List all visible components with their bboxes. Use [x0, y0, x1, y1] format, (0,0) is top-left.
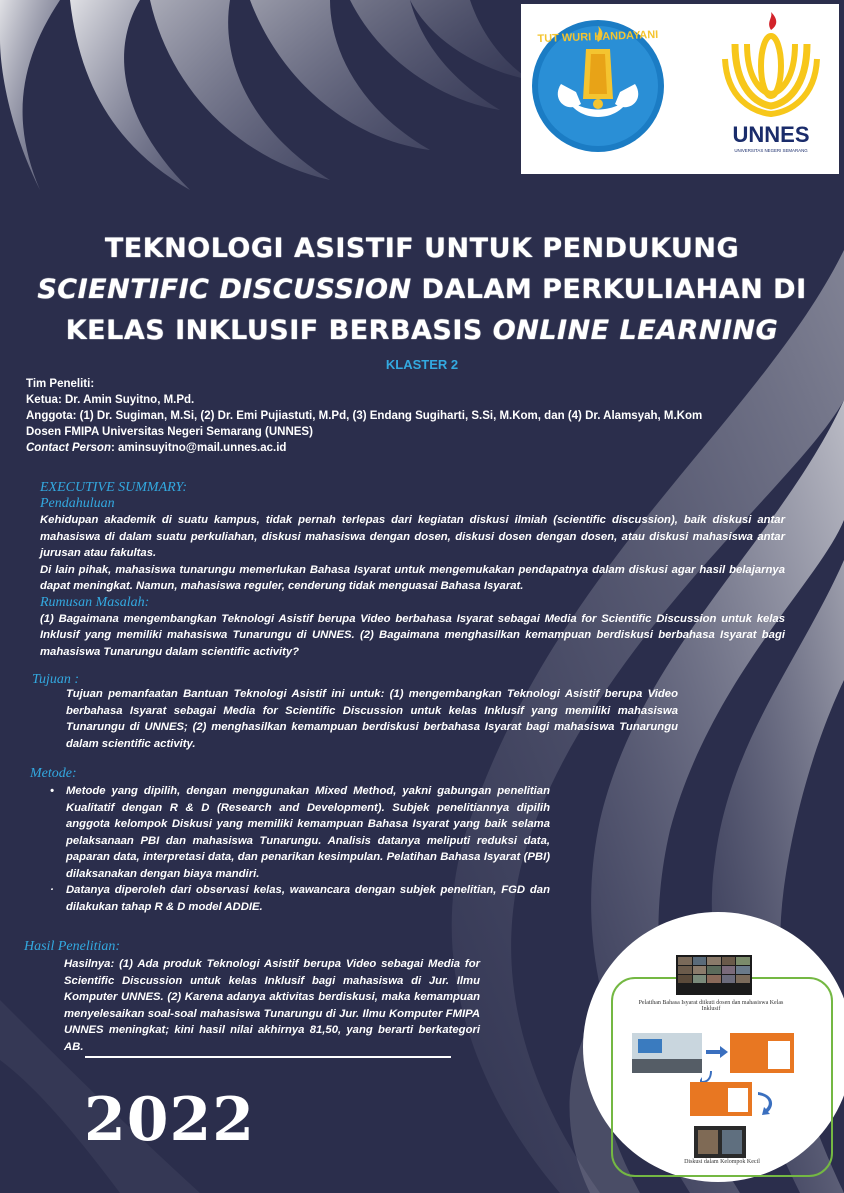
contact-value: : aminsuyitno@mail.unnes.ac.id	[111, 442, 287, 454]
list-item	[50, 783, 550, 882]
title-line-3	[0, 310, 844, 351]
title-line-2	[0, 269, 844, 310]
poster-title	[0, 228, 844, 351]
slide-image-1	[730, 1033, 794, 1073]
pendahuluan-paragraph-2: Di lain pihak, mahasiswa tunarungu memerlukan Bahasa Isyarat untuk mengemukakan pendapatnya dalam diskusi agar hasil belajarnya dapat meningkat. Namun, mahasiswa reguler, cenderung tidak menguasai Bahasa Isyarat.	[40, 563, 785, 592]
pendahuluan-heading: Pendahuluan	[40, 496, 115, 511]
title-line-3-start: KELAS INKLUSIF BERBASIS	[65, 315, 493, 346]
year-label: 2022	[84, 1085, 255, 1155]
title-line-2-italic: SCIENTIFIC DISCUSSION	[37, 274, 412, 305]
tujuan-heading: Tujuan :	[32, 672, 80, 687]
metode-item-2: Datanya diperoleh dari observasi kelas, wawancara dengan subjek penelitian, FGD dan dilakukan tahap R & D model ADDIE.	[66, 884, 550, 913]
slide-image-2	[690, 1082, 752, 1116]
research-team	[26, 376, 826, 456]
unnes-logo-name: UNNES	[732, 122, 810, 147]
figure-caption-bottom: Diskusi dalam Kelompok Kecil	[684, 1159, 760, 1165]
title-line-1: TEKNOLOGI ASISTIF UNTUK PENDUKUNG	[104, 233, 740, 264]
tujuan-text: Tujuan pemanfaatan Bantuan Teknologi Asistif ini untuk: (1) mengembangkan Teknologi Asistif berupa Video berbahasa Isyarat sebagai Media for Scientific Discussion untuk kelas Inklusif yang memiliki mahasiswa Tunarungu di UNNES; (2) menghasilkan kemampuan berdiskusi berbahasa Isyarat bagi mahasiswa Tunarungu dalam scientific activity.	[66, 688, 678, 750]
hasil-heading: Hasil Penelitian:	[24, 939, 121, 954]
title-line-3-italic: ONLINE LEARNING	[492, 315, 779, 346]
logo-text: TUT WURI HANDAYANI	[537, 28, 659, 46]
metode-heading: Metode:	[30, 766, 77, 781]
executive-summary-heading: EXECUTIVE SUMMARY:	[40, 480, 187, 495]
executive-summary	[40, 480, 785, 660]
rumusan-text: (1) Bagaimana mengembangkan Teknologi Asistif berupa Video berbahasa Isyarat sebagai Media for Scientific Discussion untuk kelas Inklusif yang memiliki mahasiswa Tunarungu di UNNES. (2) Bagaimana menghasilkan kemampuan berdiskusi berbahasa Isyarat bagi mahasiswa Tunarungu dalam scientific activity?	[40, 612, 785, 658]
team-contact	[26, 440, 826, 456]
unnes-logo	[725, 12, 817, 153]
tut-wuri-handayani-logo	[521, 4, 839, 174]
title-line-2-rest: DALAM PERKULIAHAN DI	[411, 274, 807, 305]
bullet-icon: ·	[50, 884, 54, 896]
unnes-logo-sub: UNIVERSITAS NEGERI SEMARANG	[734, 148, 808, 153]
small-group-photo	[694, 1126, 746, 1158]
team-heading: Tim Peneliti:	[26, 378, 95, 390]
classroom-photo	[632, 1033, 702, 1073]
hasil-text: Hasilnya: (1) Ada produk Teknologi Asistif berupa Video sebagai Media for Scientific Discussion untuk kelas Inklusif bagi mahasiswa di Jur. Ilmu Komputer UNNES. (2) Karena adanya aktivitas berdiskusi, maka kemampuan menyelesaikan soal-soal mahasiswa Tunarungu di Jur. Ilmu Komputer FMIPA UNNES meningkat; kini hasil nilai akhirnya 81,50, yang berarti berkategori AB.	[64, 958, 480, 1053]
team-dosen: Dosen FMIPA Universitas Negeri Semarang (UNNES)	[26, 426, 313, 438]
metode-item-1: Metode yang dipilih, dengan menggunakan Mixed Method, yakni gabungan penelitian Kualitatif dengan R & D (Research and Development). Subjek penelitiannya dipilih anggota kelompok Diskusi yang memiliki kemampuan Bahasa Isyarat yang baik selama pelaksanaan PBI dan mahasiswa Tunarungu. Analisis datanya meliputi reduksi data, paparan data, interpretasi data, dan penarikan kesimpulan. Pelatihan Bahasa Isyarat (PBI) dilaksanakan dengan biaya mandiri.	[66, 785, 550, 880]
bullet-icon: •	[50, 785, 54, 797]
rumusan-heading: Rumusan Masalah:	[40, 594, 150, 610]
zoom-screenshot-image	[676, 955, 752, 995]
klaster-label: KLASTER 2	[385, 357, 459, 372]
list-item	[50, 882, 550, 915]
metode-list	[50, 783, 550, 915]
arrow-curve-icon	[752, 1090, 778, 1116]
pendahuluan-paragraph-1: Kehidupan akademik di suatu kampus, tidak pernah terlepas dari kegiatan diskusi ilmiah (scientific discussion), baik diskusi antar mahasiswa di dalam suatu perkuliahan, diskusi mahasiswa dengan dosen, diskusi dosen dengan dosen, atau diskusi mahasiswa antar jurusan atau fakultas.	[40, 514, 785, 559]
arrow-right-icon	[706, 1046, 728, 1058]
logo-panel	[521, 4, 839, 174]
team-anggota: Anggota: (1) Dr. Sugiman, M.Si, (2) Dr. Emi Pujiastuti, M.Pd, (3) Endang Sugiharti, S.Si, M.Kom, dan (4) Dr. Alamsyah, M.Kom	[26, 410, 703, 422]
divider	[85, 1056, 451, 1058]
contact-label: Contact Person	[26, 442, 111, 454]
team-ketua: Ketua: Dr. Amin Suyitno, M.Pd.	[26, 394, 195, 406]
figure-caption-top: Pelatihan Bahasa Isyarat diikuti dosen dan mahasiswa Kelas Inklusif	[638, 1000, 784, 1012]
